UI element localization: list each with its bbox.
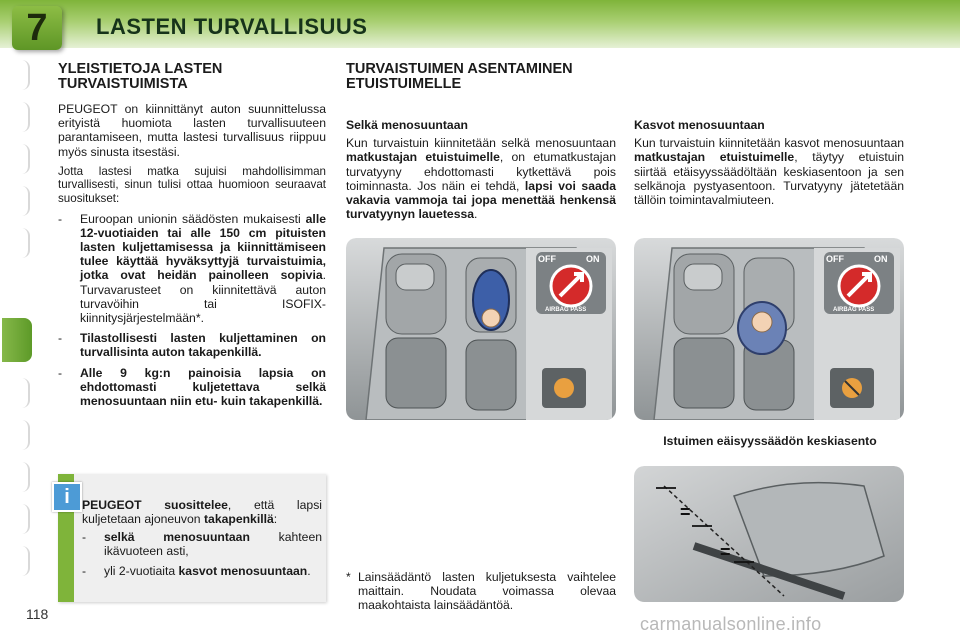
airbag-off-label: OFF <box>538 254 556 264</box>
chapter-tab[interactable] <box>2 420 30 450</box>
list-item: - Tilastollisesti lasten kuljettaminen on turvallisinta auton takapenkillä. <box>58 331 326 360</box>
airbag-off-label: OFF <box>826 254 844 264</box>
list-item: - Alle 9 kg:n painoisia lapsia on ehdottomasti kuljetettava selkä menosuuntaan niin etu- kuin takapenkillä. <box>58 365 326 409</box>
left-column <box>58 62 326 414</box>
info-lead: PEUGEOT suosittelee, että lapsi kuljetetaan ajoneuvon takapenkillä: <box>82 498 322 526</box>
figure-rear-facing-seat <box>346 238 616 420</box>
middle-column <box>346 62 616 221</box>
page-title: LASTEN TURVALLISUUS <box>96 14 368 39</box>
chapter-tab[interactable] <box>2 60 30 90</box>
subheading-rear-facing: Selkä menosuuntaan <box>346 118 468 132</box>
watermark: carmanualsonline.info <box>640 614 822 634</box>
figure-seat-rail-middle <box>634 466 904 602</box>
airbag-pass-label: AIRBAG PASS <box>833 307 875 313</box>
svg-text:=: = <box>720 542 731 562</box>
svg-text:=: = <box>680 502 691 522</box>
list-item: - Euroopan unionin säädösten mukaisesti alle 12-vuotiaiden tai alle 150 cm pituisten lasten kuljettamisessa ja kiinnittämiseen tulee käyttää hyväksyttyjä turvaistuimia, jotka ovat heidän painolleen sopivia. Turvavarusteet on kiinnitettävä auton turvavöihin tai ISOFIX-kiinnitysjärjestelmään*. <box>58 211 326 326</box>
chapter-tab[interactable] <box>2 504 30 534</box>
info-list-item: - selkä menosuuntaan kahteen ikävuoteen asti, <box>82 530 322 558</box>
forward-facing-text: Kun turvaistuin kiinnitetään kasvot menosuuntaan matkustajan etuistuimelle, täytyy etuistuin siirtää etäisyyssäädöltään keskiasentoon ja sen selkänoja pystyasentoon. Turvatyyny jätetetään tällöin toimintavalmiuteen. <box>634 136 904 208</box>
chapter-tab[interactable] <box>2 228 30 258</box>
section-heading: YLEISTIETOJA LASTEN TURVAISTUIMISTA <box>58 61 223 92</box>
airbag-switch-on <box>824 252 894 314</box>
chapter-tab[interactable] <box>2 102 30 132</box>
subheading-forward-facing: Kasvot menosuuntaan <box>634 118 765 132</box>
info-icon: i <box>52 482 82 512</box>
section-heading: TURVAISTUIMEN ASENTAMINEN ETUISTUIMELLE <box>346 61 573 92</box>
chapter-tabs <box>0 60 34 580</box>
chapter-tab[interactable] <box>2 546 30 576</box>
chapter-tab[interactable] <box>2 378 30 408</box>
chapter-tab-active[interactable] <box>2 318 32 362</box>
chapter-tab[interactable] <box>2 186 30 216</box>
chapter-number: 7 <box>26 7 48 49</box>
chapter-tab[interactable] <box>2 144 30 174</box>
airbag-switch-off <box>536 252 606 314</box>
rear-facing-text: Kun turvaistuin kiinnitetään selkä menosuuntaan matkustajan etuistuimelle, on etumatkustajan turvatyyny ehdottomasti kytkettävä pois toiminnasta. Jos näin ei tehdä, lapsi voi saada vakavia vammoja tai jopa menettää henkensä turvatyynyn lauetessa. <box>346 136 616 222</box>
seat-rail-illustration <box>634 466 904 602</box>
footnote: * Lainsäädäntö lasten kuljetuksesta vaihtelee maittain. Noudata voimassa olevaa maakohtaista lainsäädäntöä. <box>346 570 616 612</box>
figure-forward-facing-seat <box>634 238 904 420</box>
page-number: 118 <box>26 606 49 622</box>
car-interior-illustration <box>634 238 904 420</box>
airbag-pass-label: AIRBAG PASS <box>545 307 587 313</box>
airbag-on-label: ON <box>874 254 888 264</box>
figure-caption: Istuimen eäisyyssäädön keskiasento <box>663 434 877 448</box>
right-column <box>634 118 904 207</box>
airbag-on-label: ON <box>586 254 600 264</box>
intro-paragraph: PEUGEOT on kiinnittänyt auton suunnittelussa erityistä huomiota lasten turvallisuuteen parantamiseen, mutta lastesi turvallisuus riippuu myös sinusta itsestäsi. <box>58 102 326 159</box>
advice-paragraph: Jotta lastesi matka sujuisi mahdollisimman turvallisesti, sinun tulisi ottaa huomioon seuraavat suositukset: <box>58 164 326 205</box>
info-list-item: - yli 2-vuotiaita kasvot menosuuntaan. <box>82 564 311 578</box>
chapter-tab[interactable] <box>2 462 30 492</box>
info-content <box>82 498 322 584</box>
car-interior-illustration <box>346 238 616 420</box>
